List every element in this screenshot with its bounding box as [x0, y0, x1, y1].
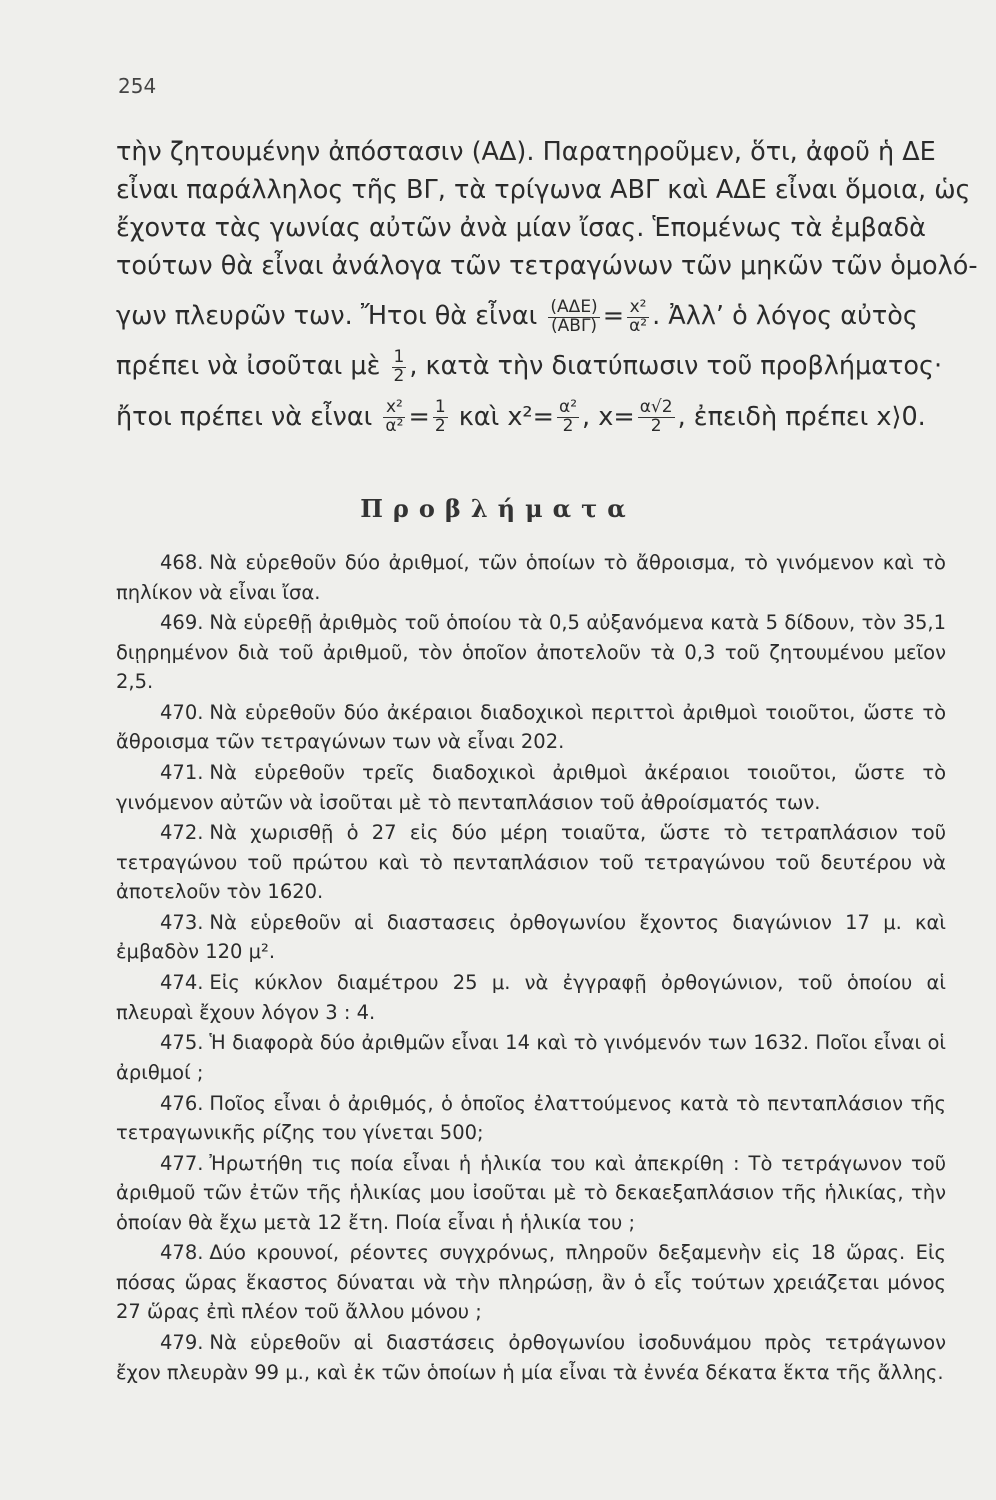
problem-item	[116, 1028, 946, 1087]
fraction-denominator: 2	[393, 365, 405, 386]
intro-line-1: τὴν ζητουμένην ἀπόστασιν (ΑΔ). Παρατηροῦμεν, ὅτι, ἀφοῦ ἡ ΔΕ	[116, 137, 936, 167]
line-5-rest: . Ἀλλ’ ὁ λόγος αὐτὸς	[652, 301, 918, 331]
problem-item	[116, 1238, 946, 1327]
line-6-rest: , κατὰ τὴν διατύπωσιν τοῦ προβλήματος·	[409, 351, 943, 382]
alpha-squared-half-fraction	[557, 399, 579, 436]
line-7-mid: καὶ x²=	[458, 401, 555, 432]
fraction-denominator: (ΑΒΓ)	[551, 315, 598, 336]
problem-number: 473.	[160, 910, 204, 934]
intro-line-4: τούτων θὰ εἶναι ἀνάλογα τῶν τετραγώνων τῶν μηκῶν τῶν ὁμολό-	[116, 251, 978, 281]
problem-item	[116, 908, 946, 967]
problem-text: Ἡ διαφορὰ δύο ἀριθμῶν εἶναι 14 καὶ τὸ γινόμενόν των 1632. Ποῖοι εἶναι οἱ ἀριθμοί ;	[116, 1031, 946, 1084]
intro-paragraph	[116, 133, 978, 437]
problem-number: 474.	[160, 971, 204, 995]
problem-item	[116, 818, 946, 907]
equals-sign: =	[408, 401, 430, 432]
ratio-area-fraction	[548, 296, 599, 336]
section-heading: Προβλήματα	[360, 494, 636, 523]
problem-list	[116, 548, 946, 1388]
problem-number: 469.	[160, 611, 204, 635]
fraction-numerator: α²	[559, 397, 578, 418]
problem-text: Εἰς κύκλον διαμέτρου 25 μ. νὰ ἐγγραφῇ ὀρθογώνιον, τοῦ ὁποίου αἱ πλευραὶ ἔχουν λόγον 3 : 4.	[116, 971, 946, 1024]
problem-item	[116, 1089, 946, 1148]
fraction-numerator: x²	[383, 399, 405, 418]
line-6-text: πρέπει νὰ ἰσοῦται μὲ	[116, 351, 381, 382]
problem-item	[116, 1328, 946, 1387]
problem-number: 479.	[160, 1331, 204, 1355]
line-7-mid2: , x=	[582, 401, 635, 432]
line-7-text: ἤτοι πρέπει νὰ εἶναι	[116, 401, 373, 432]
equals-sign: =	[602, 301, 625, 331]
problem-item	[116, 968, 946, 1027]
intro-line-5	[116, 297, 946, 335]
fraction-denominator: 2	[434, 416, 446, 437]
problem-text: Δύο κρουνοί, ρέοντες συγχρόνως, πληροῦν δεξαμενὴν εἰς 18 ὥρας. Εἰς πόσας ὥρας ἕκαστος δύναται νὰ τὴν πληρώσῃ, ἂν ὁ εἷς τούτων χρειάζεται μόνος 27 ὥρας ἐπὶ πλέον τοῦ ἄλλου μόνου ;	[116, 1241, 946, 1324]
page-number: 254	[118, 74, 157, 98]
fraction-denominator: 2	[562, 416, 574, 437]
problem-number: 478.	[160, 1241, 204, 1265]
intro-line-3: ἔχοντα τὰς γωνίας αὐτῶν ἀνὰ μίαν ἴσας. Ἑπομένως τὰ ἐμβαδὰ	[116, 213, 926, 243]
fraction-numerator: (ΑΔΕ)	[550, 296, 598, 317]
fraction-denominator: α²	[385, 416, 404, 437]
line-5-text: γων πλευρῶν των. Ἤτοι θὰ εἶναι	[116, 301, 538, 331]
problem-number: 477.	[160, 1151, 204, 1175]
x-alpha-fraction	[383, 399, 405, 436]
fraction-denominator: α²	[629, 315, 648, 336]
problem-item	[116, 1149, 946, 1238]
fraction-numerator: α√2	[639, 397, 673, 418]
problem-item	[116, 608, 946, 697]
problem-item	[116, 548, 946, 607]
problem-text: Ποῖος εἶναι ὁ ἀριθμός, ὁ ὁποῖος ἐλαττούμενος κατὰ τὸ πενταπλάσιον τῆς τετραγωνικῆς ρίζης του γίνεται 500;	[116, 1091, 946, 1144]
problem-text: Νὰ εὑρεθοῦν δύο ἀριθμοί, τῶν ὁποίων τὸ ἄθροισμα, τὸ γινόμενον καὶ τὸ πηλίκον νὰ εἶναι ἴσα.	[116, 551, 946, 604]
intro-line-6	[116, 347, 946, 385]
fraction-numerator: x²	[627, 299, 649, 318]
half-fraction	[392, 349, 407, 386]
problem-number: 471.	[160, 761, 204, 785]
problem-item	[116, 698, 946, 757]
line-7-rest: , ἐπειδὴ πρέπει x⟩0.	[677, 401, 926, 432]
alpha-root-two-fraction	[638, 399, 675, 436]
problem-number: 470.	[160, 700, 204, 724]
problem-text: Νὰ χωρισθῇ ὁ 27 εἰς δύο μέρη τοιαῦτα, ὥστε τὸ τετραπλάσιον τοῦ τετραγώνου τοῦ πρώτου καὶ τὸ πενταπλάσιον τοῦ τετραγώνου τοῦ δευτέρου νὰ ἀποτελοῦν τὸν 1620.	[116, 821, 946, 904]
half-fraction	[433, 399, 448, 436]
fraction-denominator: 2	[650, 416, 662, 437]
problem-number: 476.	[160, 1091, 204, 1115]
problem-text: Νὰ εὑρεθοῦν δύο ἀκέραιοι διαδοχικοὶ περιττοὶ ἀριθμοὶ τοιοῦτοι, ὥστε τὸ ἄθροισμα τῶν τετραγώνων των νὰ εἶναι 202.	[116, 700, 946, 754]
problem-text: Ἠρωτήθη τις ποία εἶναι ἡ ἡλικία του καὶ ἀπεκρίθη : Τὸ τετράγωνον τοῦ ἀριθμοῦ τῶν ἐτῶν τῆς ἡλικίας μου ἰσοῦται μὲ τὸ δεκαεξαπλάσιον τῆς ἡλικίας, τὴν ὁποίαν θὰ ἔχω μετὰ 12 ἔτη. Ποία εἶναι ἡ ἡλικία του ;	[116, 1151, 946, 1234]
problem-number: 475.	[160, 1031, 204, 1055]
problem-text: Νὰ εὑρεθοῦν αἱ διαστάσεις ὀρθογωνίου ἰσοδυνάμου πρὸς τετράγωνον ἔχον πλευρὰν 99 μ., καὶ ἐκ τῶν ὁποίων ἡ μία εἶναι τὰ ἐννέα δέκατα ἕκτα τῆς ἄλλης.	[116, 1331, 946, 1384]
intro-line-2: εἶναι παράλληλος τῆς ΒΓ, τὰ τρίγωνα ΑΒΓ καὶ ΑΔΕ εἶναι ὅμοια, ὡς	[116, 175, 971, 205]
problem-item	[116, 758, 946, 817]
problem-text: Νὰ εὑρεθοῦν αἱ διαστασεις ὀρθογωνίου ἔχοντος διαγώνιον 17 μ. καὶ ἐμβαδὸν 120 μ².	[116, 910, 946, 964]
problem-text: Νὰ εὑρεθῇ ἀριθμὸς τοῦ ὁποίου τὰ 0,5 αὐξανόμενα κατὰ 5 δίδουν, τὸν 35,1 διῃρημένον διὰ τοῦ ἀριθμοῦ, τὸν ὁποῖον ἀποτελοῦν τὰ 0,3 τοῦ ζητουμένου μεῖον 2,5.	[116, 611, 946, 694]
ratio-square-fraction	[627, 296, 649, 336]
problem-text: Νὰ εὑρεθοῦν τρεῖς διαδοχικοὶ ἀριθμοὶ ἀκέραιοι τοιοῦτοι, ὥστε τὸ γινόμενον αὐτῶν νὰ ἰσοῦται μὲ τὸ πενταπλάσιον τοῦ ἀθροίσματός των.	[116, 761, 946, 814]
fraction-numerator: 1	[393, 347, 405, 367]
intro-line-7	[116, 398, 946, 436]
fraction-numerator: 1	[434, 397, 446, 418]
problem-number: 468.	[160, 551, 204, 574]
problem-number: 472.	[160, 821, 204, 845]
